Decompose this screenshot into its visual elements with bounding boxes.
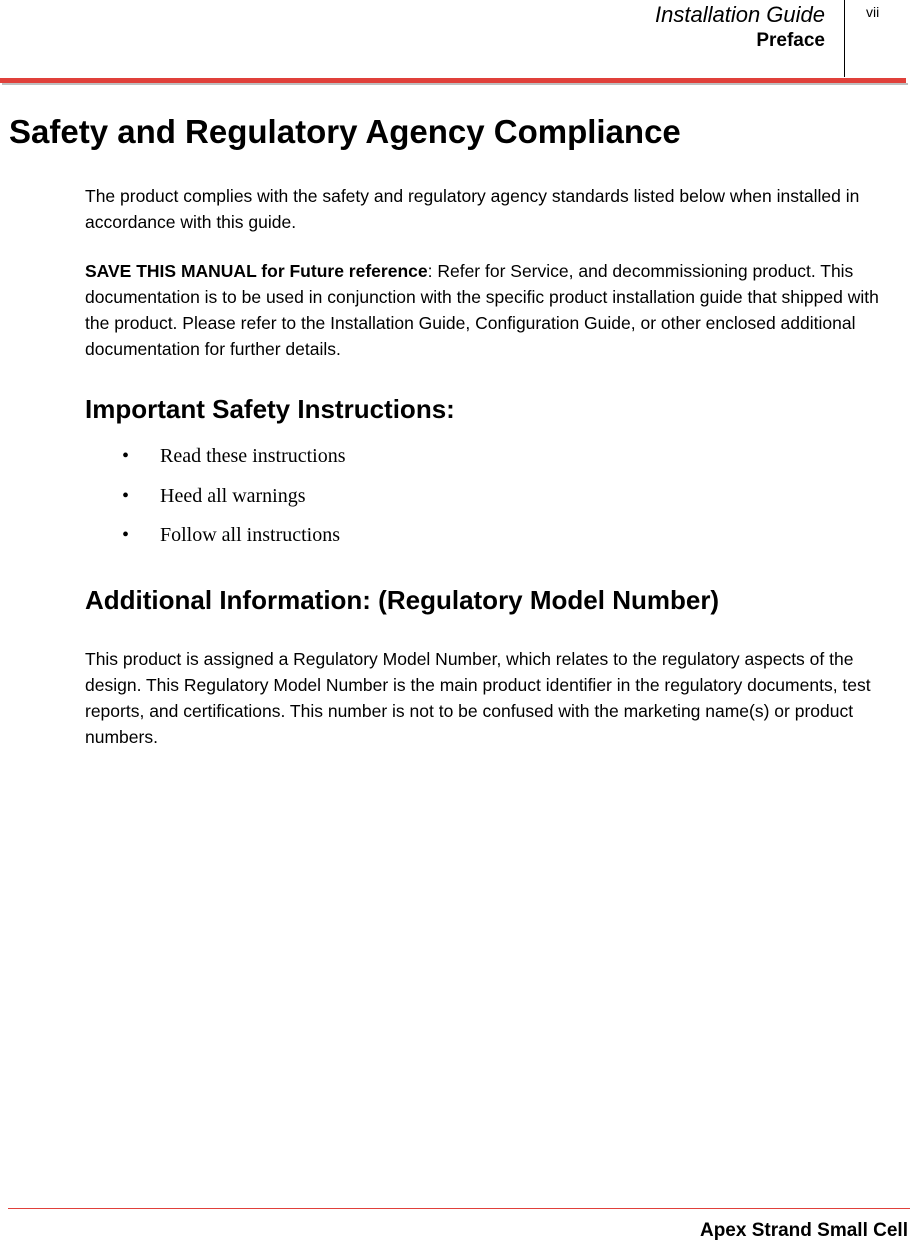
list-item (122, 440, 346, 480)
save-manual-label: SAVE THIS MANUAL for Future reference (85, 261, 428, 281)
save-manual-text: : Refer for Service, and decommissioning product. This documentation is to be used in conjunction with the specific product installation guide that shipped with the product. Please refer to the Installation Guide, Configuration Guide, or other enclosed additional documentation for further details. (85, 261, 879, 359)
header-rule-shadow (2, 83, 908, 85)
save-manual-paragraph (85, 258, 907, 362)
page-title: Safety and Regulatory Agency Compliance (9, 113, 681, 150)
additional-info-paragraph: This product is assigned a Regulatory Model Number, which relates to the regulatory aspects of the design. This Regulatory Model Number is the main product identifier in the regulatory documents, test reports, and certifications. This number is not to be confused with the marketing name(s) or product numbers. (85, 649, 871, 747)
bullet-icon: • (122, 484, 130, 507)
list-item-text: Follow all instructions (160, 524, 340, 546)
page-number: vii (866, 4, 880, 20)
additional-info-heading: Additional Information: (Regulatory Model Number) (85, 585, 720, 615)
safety-heading: Important Safety Instructions: (85, 394, 455, 424)
header-doc-title: Installation Guide (655, 2, 825, 27)
header-divider (844, 0, 845, 77)
list-item (122, 480, 346, 520)
list-item-text: Read these instructions (160, 445, 346, 467)
header-section-name: Preface (756, 30, 825, 51)
safety-list (122, 440, 346, 559)
list-item (122, 519, 346, 559)
bullet-icon: • (122, 445, 130, 467)
list-item-text: Heed all warnings (160, 484, 306, 507)
intro-paragraph: The product complies with the safety and regulatory agency standards listed below when installed in accordance with this guide. (85, 186, 860, 232)
footer-product-name: Apex Strand Small Cell (699, 1220, 908, 1241)
bullet-icon: • (122, 524, 130, 546)
footer-rule (8, 1208, 910, 1209)
